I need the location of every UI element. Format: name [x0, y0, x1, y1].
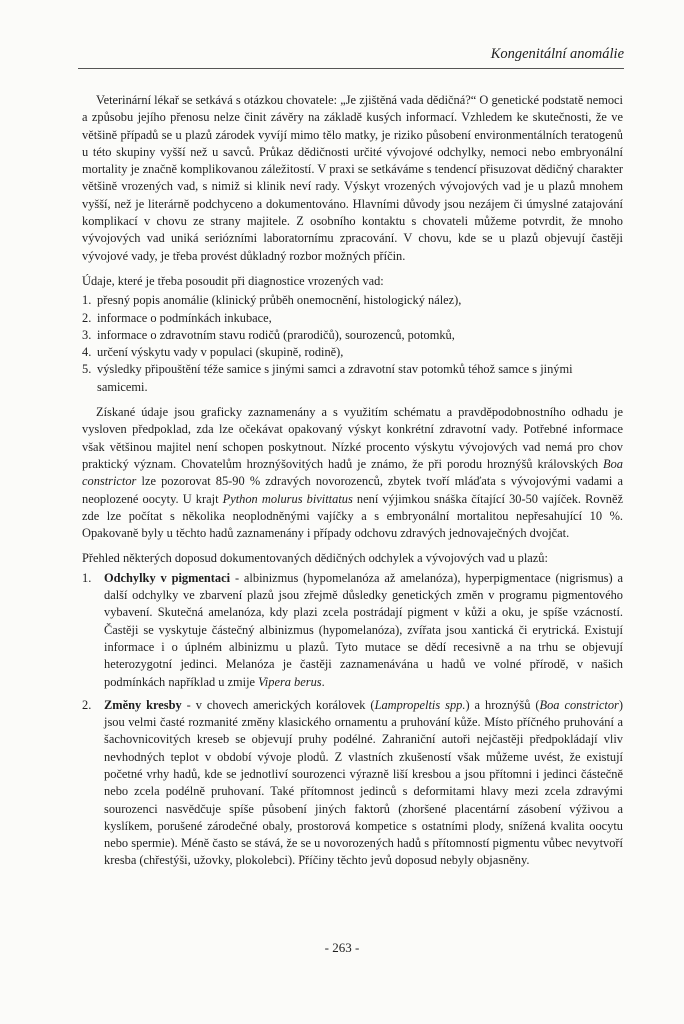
list-item: 1. Odchylky v pigmentaci - albinizmus (hypomelanóza až amelanóza), hyperpigmentace (nigrismus) a další odchylky ve zbarvení plazů jsou zřejmě důsledky genetických změn v programu pigmentového vybavení. Skutečná amelanóza, kdy plazi zcela postrádají pigment v kůži a oku, je spíše vzácností. Častěji se vyskytuje částečný albinizmus (hypomelanóza), zvířata jsou xantická či erytrická. Existují informace i o úplném albinizmu u plazů. Tyto mutace se dědí recesivně a na trhu se objevují heterozygotní jedinci. Melanóza je častěji zaznamenávána u hadů ve volné přírodě, v našich podmínkách například u zmije Vipera berus. — [82, 570, 623, 689]
page-number: - 263 - — [324, 940, 360, 955]
body-text — [82, 92, 623, 878]
paragraph-intro: Veterinární lékař se setkává s otázkou chovatele: „Je zjištěná vada dědičná?“ O genetické podstatě nemoci a způsobu jejího přenosu nelze činit závěry na základě kusých informací. Vzhledem ke skutečnosti, že ve většině případů se u plazů zárodek vyvíjí mimo tělo matky, je riziko působení environmentálních teratogenů u této skupiny vyšší než u savců. Průkaz dědičnosti určité vývojové odchylky, nemoci nebo embryonální mortality je značně komplikovanou záležitostí. V praxi se setkáváme s tendencí přisuzovat dědičný charakter většině vrozených vad, s nimiž si klinik neví rady. Výskyt vrozených vývojových vad je u plazů mnohem vyšší, než je literárně podchyceno a dokumentováno. Hlavními důvody jsou nezájem či úmyslné zatajování komplikací v chovu ze strany majitele. Z osobního kontaktu s chovateli můžeme potvrdit, že mnoho vývojových vad uniká seriózními laboratornímu zpracování. V chovu, kde se u plazů objevují častěji vývojové vady, je třeba provést důkladný rozbor možných příčin. — [82, 93, 623, 263]
list-item: 4. určení výskytu vady v populaci (skupině, rodině), — [82, 345, 344, 360]
list-item: 3. informace o zdravotním stavu rodičů (prarodičů), sourozenců, potomků, — [82, 327, 455, 342]
list-item: 5. výsledky připouštění téže samice s jinými samci a zdravotní stav potomků téhož samce s jinými samicemi. — [82, 362, 573, 394]
list-intro-diagnostics: Údaje, které je třeba posoudit při diagnostice vrozených vad: — [82, 273, 384, 288]
list-item: 2. Změny kresby - v chovech amerických korálovek (Lampropeltis spp.) a hroznýšů (Boa constrictor) jsou velmi časté rozmanité změny klasického ornamentu a pruhování kůže. Místo příčného pruhování a šachovnicovitých kreseb se objevují pruhy podélné. Zahraniční autoři nejčastěji předpokládají vliv nevhodných teplot v období vývoje plodů. Z vlastních zkušeností však můžeme uvést, že existují početné vrhy hadů, kde se jednotliví sourozenci výrazně liší kresbou a jsou přítomni i jedinci částečně nebo zcela podélně pruhovaní. Také přítomnost jedinců s deformitami hlavy mezi zcela zdravými sourozenci nasvědčuje spíše působení jiných faktorů (zhoršené placentární zásobení výživou a kyslíkem, porušené zárodečné obaly, prostorová kompetice s ostatními plody, snížená kvalita oocytu nebo spermie). Méně často se stává, že se u novorozených hadů s přítomností pigmentu vůbec nevytvoří kresba (chřestýši, užovky, plokolebci). Příčiny těchto jevů doposud nebyly objasněny. — [82, 697, 623, 868]
diagnostics-list — [82, 292, 623, 396]
running-head: Kongenitální anomálie — [78, 46, 624, 69]
list-item: 1. přesný popis anomálie (klinický průběh onemocnění, histologický nález), — [82, 293, 462, 308]
paragraph-data-analysis: Získané údaje jsou graficky zaznamenány a s využitím schématu a pravděpodobnostního odhadu je vysloven předpoklad, zda lze očekávat opakovaný výskyt konkrétní zdravotní vady. Potřebné informace však většinou majitel není schopen poskytnout. Nízké procento výskytu vývojových vad nemá pro chov praktický význam. Chovatelům hroznýšovitých hadů je známo, že při porodu hroznýšů královských Boa constrictor lze pozorovat 85-90 % zdravých novorozenců, zbytek tvoří mláďata s vývojovými vadami a neoplozené oocyty. U krajt Python molurus bivittatus není výjimkou snáška čítající 30-50 vajíček. Rovněž zde lze počítat s několika neoplodněnými vajíčky a s embryonální mortalitou nepřesahující 10 %. Opakovaně byly u těchto hadů zaznamenány i případy odchovu zdravých jednovaječných dvojčat. — [82, 405, 623, 541]
list-item: 2. informace o podmínkách inkubace, — [82, 310, 272, 325]
list-intro-anomalies: Přehled některých doposud dokumentovaných dědičných odchylek a vývojových vad u plazů: — [82, 551, 548, 566]
anomalies-list — [82, 570, 623, 870]
